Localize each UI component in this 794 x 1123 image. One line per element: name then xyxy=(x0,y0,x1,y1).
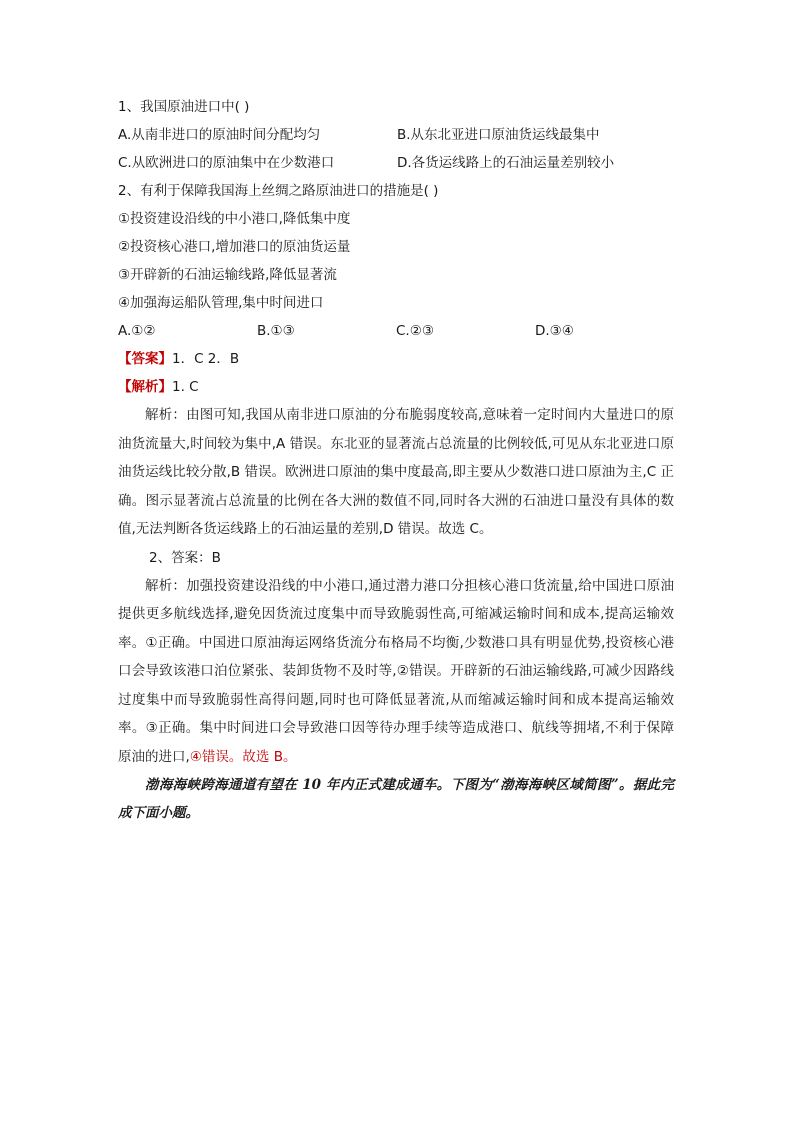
question-2-option-c: C.②③ xyxy=(396,323,434,339)
question-2-option-d: D.③④ xyxy=(535,323,574,339)
analysis-line xyxy=(118,373,674,401)
question-2-option-b: B.①③ xyxy=(257,323,295,339)
analysis-paragraph-2-text: 解析：加强投资建设沿线的中小港口,通过潜力港口分担核心港口货流量,给中国进口原油提供更多航线选择,避免因货流过度集中而导致脆弱性高,可缩减运输时间和成本,提高运输效率。①正确。中国进口原油海运网络货流分布格局不均衡,少数港口具有明显优势,投资核心港口会导致该港口泊位紧张、装卸货物不及时等,②错误。开辟新的石油运输线路,可减少因路线过度集中而导致脆弱性高得问题,同时也可降低显著流,从而缩减运输时间和成本提高运输效率。③正确。集中时间进口会导致港口因等待办理手续等造成港口、航线等拥堵,不利于保障原油的进口, xyxy=(118,577,674,765)
question-1-options-row-1 xyxy=(118,121,674,149)
answer-line xyxy=(118,345,674,373)
question-2-stem: 2、有利于保障我国海上丝绸之路原油进口的措施是( ) xyxy=(118,183,439,199)
analysis-label: 1. C xyxy=(172,379,199,395)
question-2-statement-4: ④加强海运船队管理,集中时间进口 xyxy=(118,295,324,311)
question-1-option-c: C.从欧洲进口的原油集中在少数港口 xyxy=(118,155,335,171)
question-1-option-b: B.从东北亚进口原油货运线最集中 xyxy=(397,127,600,143)
next-section-intro: 渤海海峡跨海通道有望在 10 年内正式建成通车。下图为“渤海海峡区域简图”。据此完成下面小题。 xyxy=(118,777,674,821)
answer-text: 1．C 2．B xyxy=(172,351,240,367)
analysis-paragraph-2 xyxy=(118,572,674,772)
question-2-option-a: A.①② xyxy=(118,323,156,339)
question-1-option-d: D.各货运线路上的石油运量差别较小 xyxy=(397,155,615,171)
question-2-options xyxy=(118,317,674,345)
question-2-statement-3: ③开辟新的石油运输线路,降低显著流 xyxy=(118,267,337,283)
analysis-paragraph-2-conclusion: ④错误。故选 B。 xyxy=(189,748,297,765)
question-1-option-a: A.从南非进口的原油时间分配均匀 xyxy=(118,127,321,143)
analysis-paragraph-1: 解析：由图可知,我国从南非进口原油的分布脆弱度较高,意味着一定时间内大量进口的原油货流量大,时间较为集中,A 错误。东北亚的显著流占总流量的比例较低,可见从东北亚进口原油货运线比较分散,B 错误。欧洲进口原油的集中度最高,即主要从少数港口进口原油为主,C 正确。图示显著流占总流量的比例在各大洲的数值不同,同时各大洲的石油进口量没有具体的数值,无法判断各货运线路上的石油运量的差别,D 错误。故选 C。 xyxy=(118,407,674,537)
question-2-statement-2: ②投资核心港口,增加港口的原油货运量 xyxy=(118,239,351,255)
question-1-stem: 1、我国原油进口中( ) xyxy=(118,99,250,115)
question-2-statement-1: ①投资建设沿线的中小港口,降低集中度 xyxy=(118,211,351,227)
analysis-tag: 【解析】 xyxy=(118,379,172,395)
question-1-options-row-2 xyxy=(118,149,674,177)
answer-tag: 【答案】 xyxy=(118,351,172,367)
question-2-answer-line: 2、答案：B xyxy=(149,549,221,566)
